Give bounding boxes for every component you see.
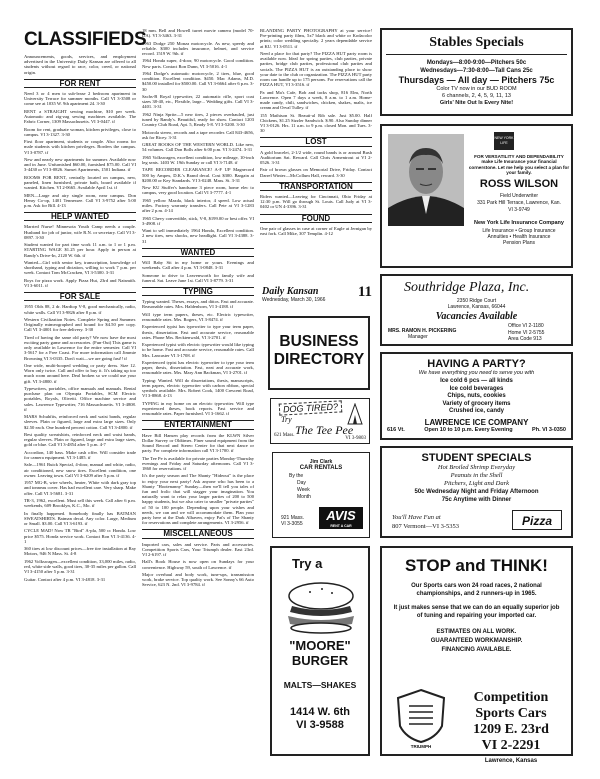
- section-heading-typing: TYPING: [142, 287, 254, 296]
- moore-try: Try a: [292, 556, 323, 571]
- stables-ad: [380, 28, 573, 116]
- avis-logo-text: AVIS: [326, 508, 356, 523]
- ross-tagline: FOR VERSATILITY AND DEPENDABILITY make Life Insurance your financial cornerstone. Let me help you select a plan for your family.: [468, 154, 570, 176]
- southridge-manager-name: MRS. RAMON H. PICKERING: [388, 328, 457, 334]
- specials-item: Peanuts in the Shell: [450, 472, 503, 479]
- specials-fun: You'll Have Fun at: [392, 514, 441, 521]
- specials-item: Pitchers, Light and Dark: [444, 480, 509, 487]
- classified-ad: Experienced typist with electric typewriter would like typing to be home. Fast and accurate service, reasonable rates. Call Mrs. Lancaster VI 3-1708. tf: [142, 342, 254, 358]
- classified-ad: 155 Mathison St. Beauti-al Rib sale. Just $5.00. Half Chickens, $1.25 Sizzler Sandwich. $.90. Also Sunday dinner VI 3-0126. Hrs. 11 a.m. to 9 p.m. closed Mon. and Tues. 3-30: [260, 112, 372, 134]
- business-directory-box: [268, 316, 370, 390]
- party-item: Chips, nuts, cookies: [447, 393, 506, 399]
- ross-title: Field Underwriter: [499, 193, 539, 199]
- lost-list: [260, 150, 372, 178]
- classified-ad: BLANDING PARTY PHOTOGRAPHY at your service! Pre-printing party films, 5x7 black and white or Kodacolor prints; color wedding specialty. 2 years dependable service at KU. VI 3-0511. tf: [260, 28, 372, 49]
- classified-ad: 1965 Volkswagen, excellent condition, low mileage, 10-inch leg seats. 1403 W. 19th Sunday or call VI 3-7148. tf: [142, 154, 254, 165]
- southridge-manager-title: Manager: [408, 334, 428, 340]
- classified-ad: Will Baby Sit in my home or yours. Evenings and weekends. Call after 4 p.m. VI 3-0848. 3-31: [142, 259, 254, 271]
- classified-ad: Sachs-B Royal typewriter, 22 automatic rifle, sport coat sizes 38-40, etc., Flexible, large... Wedding gifts. Call VI 3-4401. 3-31: [142, 93, 254, 110]
- intro-text: [24, 54, 136, 584]
- ross-products-line-2: Annuities • Health Insurance: [487, 234, 551, 240]
- ross-products-line-3: Pension Plans: [503, 240, 535, 246]
- lawrence-ice-company-ad: [380, 352, 573, 440]
- stables-title: Stables Specials: [429, 35, 524, 50]
- section-heading-miscellaneous: MISCELLANEOUS: [142, 529, 254, 538]
- specials-line-2: 75c Anytime with Dinner: [441, 497, 512, 503]
- party-hours: Open 10 to 10 p.m. Every Evening: [424, 426, 513, 433]
- stop-name-line-2: Sports Cars: [475, 706, 547, 721]
- section-heading-help-wanted: HELP WANTED: [24, 212, 136, 221]
- classified-ad: Wanted—Girl with senior key, transcription, knowledge of shorthand, typing and dictation, willing to work 7 p.m. per week. Contact Tom McCracken, VI 3-5300. 3-31: [24, 260, 136, 276]
- help-wanted-list: [24, 224, 136, 288]
- avis-logo: [319, 507, 363, 529]
- transportation-list: [260, 194, 372, 210]
- classified-ad: Will type term papers, theses, etc. Electric typewriter, reasonable rates. Mrs. Rogers, VI 3-8474. tf: [142, 311, 254, 322]
- ross-name: ROSS WILSON: [479, 178, 559, 190]
- for-sale-continued-list: [142, 28, 254, 244]
- southridge-city: Lawrence, Kansas, 66044: [447, 304, 506, 310]
- moore-address: 1414 W. 6th: [290, 706, 350, 718]
- page-title: CLASSIFIEDS: [24, 29, 147, 50]
- avis-logo-sub: RENT A CAR: [330, 524, 352, 528]
- ross-phone: VI 3-9749: [508, 207, 530, 213]
- business-directory-line-2: DIRECTORY: [273, 351, 365, 368]
- party-footer: [382, 427, 571, 433]
- man-portrait-icon: [388, 134, 464, 226]
- classified-ad: Accordion, 140 bass. Make cash offer. Will consider trade for camera equipment. VI 3-1485. tf: [24, 449, 136, 460]
- classified-ad: Experienced typist has typewriter to type your term paper, thesis, dissertation. Fast and accurate service, reasonable rates. Phone Mrs. Recktenwald, VI 3-2701. tf: [142, 324, 254, 340]
- stop-dealer-name: [452, 690, 570, 754]
- page-number: 11: [357, 284, 372, 300]
- found-list: [260, 226, 372, 236]
- moore-name-1: "MOORE": [289, 638, 351, 653]
- classified-ad: MEN—Large and airy single room, near campus. Don Henry Co-op, 1401 Tennessee. Call VI 3-9752 after 5:00 p.m. Ask for Bill. 4-13: [24, 192, 136, 208]
- moore-burger-ad: [270, 546, 370, 756]
- classified-ad: 1965 Chevy convertible, stick, V-8, $199.00 or best offer. VI 3-4908. tf: [142, 215, 254, 226]
- tepee-icon: [347, 403, 363, 425]
- issue-date: Wednesday, March 30, 1966: [262, 297, 326, 303]
- stables-monday: Mondays—8:00-9:00—Pitchers 50c: [426, 60, 527, 66]
- section-heading-lost: LOST: [260, 137, 372, 146]
- ross-wilson-ad: [380, 124, 573, 268]
- section-heading-wanted: WANTED: [142, 248, 254, 257]
- southridge-office-phone: VI 2-1180: [522, 323, 544, 329]
- folio: [262, 286, 372, 310]
- avis-period-week: Week: [297, 487, 310, 493]
- avis-phone: VI 3-3055: [281, 521, 303, 527]
- classified-ad: TR-3, 1962, excellent. Must sell this week. Call after 6 p.m. weekends, 609 Brooklyn, K.C., Mo. tf: [24, 497, 136, 509]
- intro-paragraph: Announcements, goods, services, and employment advertised in the University Daily Kansan are offered to all students without regard to race, color, creed, or national origin.: [24, 54, 136, 75]
- specials-line-1: 50c Wednesday Night and Friday Afternoon: [414, 489, 539, 495]
- classified-ad: 1962 Volkswagen—excellent condition, 33,000 miles, radio, red, white side walls, good tires, 30-35 miles per gallon. Call VI 3-4150 after 5 p.m. 3-31: [24, 558, 136, 575]
- stables-girls-nite: Girls' Nite Out Is Every Nite!: [439, 100, 514, 106]
- party-item: Ice cold 6 pcs — all kinds: [440, 378, 513, 384]
- stop-address: 1209 E. 23rd: [473, 722, 549, 737]
- stables-thursday: Thursdays — All day — Pitchers 75c: [398, 75, 555, 85]
- classified-ad: TAPE RECORDER CLEARANCE! A-F UP Magnecord 500 by Ampex, D.K.'s Brand decal. Cost $300. Bargain at $200.00 or Key Standards. VI 3-0248. Mass. St. 3-31: [142, 167, 254, 183]
- classified-ad: In finally happened. Somebody finally has BATMAN SWEATSHIRTS. Batman decal. Any color. Large, Medium or Small. $3.00. Call VI 3-6193. tf: [24, 510, 136, 526]
- classified-ad: Imported cars, sales and service. Parts and accessories. Competition Sports Cars, Your Triumph dealer. East 23rd. VI 2-6197. tf: [142, 541, 254, 557]
- miscellaneous-list: [142, 542, 254, 588]
- stables-wednesday: Wednesdays—7:30-8:00—Tall Cans 25c: [420, 68, 533, 74]
- classified-ad: Room for rent, graduate woman, kitchen privileges, close to campus. VI 3-1327. 3-30: [24, 126, 136, 137]
- classified-ad: Sale—1961 Buick Special, 4-door, manual and white, radio, air conditioned, new snow tires. Excellent condition, one owner. Leaving town. Call VI 3-6209 after 5 p.m. tf: [24, 462, 136, 478]
- classified-ad: A gold bracelet, 2-1/2 wide, round bands is or around Bush Auditorium Sat. Reward. Call Chris Armentrout at VI 2-0526. 3-31: [260, 149, 372, 166]
- stop-name-line-1: Competition: [473, 690, 549, 705]
- party-address: 616 Vt.: [387, 426, 405, 433]
- southridge-phones: [508, 323, 544, 343]
- stop-city: Lawrence, Kansas: [484, 758, 538, 764]
- specials-headline: STUDENT SPECIALS: [421, 452, 532, 464]
- classified-ad: Typewriters, portables, office manuals and manuals. Rental purchase plan on Olympia Portables, SCM Electric portables, Royals, Olivetti. Office machine service and sales. Lawrence Typewriter, 716 Massachusetts. VI 3-4808. tf: [24, 386, 136, 412]
- classified-ad: Someone to drive to Leavenworth for family wife and funeral. Sat. Leave June 1st. Call VI 3-8779. 3-31: [142, 272, 254, 283]
- party-item: Variety of grocery items: [442, 400, 511, 407]
- section-heading-found: FOUND: [260, 214, 372, 223]
- stop-headline: STOP and THINK!: [405, 556, 548, 575]
- southridge-area-code: Area Code 913: [508, 336, 542, 342]
- classified-ad: 1964 Honda super, 4-door, 90 motorcycle. Good condition. New parts. Contact Ron Dunn, VI 3-5016. 4-1: [142, 58, 254, 69]
- classified-ad: Student wanted for part time work 11 a.m. to 1 or 1 p.m. STARTING WAGE $1.25 per hour. Apply in person at Randy's Drive-In, 2120 W. 6th. tf: [24, 242, 136, 258]
- avis-contact: [281, 515, 304, 527]
- classified-ad: Hall's Book House is now open on Sundays for your convenience. Highway 59, south of Lawrence. tf: [142, 559, 254, 570]
- classified-ad: ROOMS FOR RENT, centrally located on campus, new, paneled, linen furnished, private bath, board available if wanted. Kitchen. VI 2-0665. Available April 1st. tf: [24, 174, 136, 191]
- classified-ad: New KU Stuffer's handsome 3 piece room, home elec to campus, very good location. Call VI 3-7777. 4-1: [142, 185, 254, 196]
- party-store-name: LAWRENCE ICE COMPANY: [424, 417, 529, 427]
- classified-ad: One pair of glasses in case at corner of Eagle at Jernigan by east fork. Call Mike, 307 Templin. 4-12: [260, 225, 372, 237]
- section-heading-transportation: TRANSPORTATION: [260, 182, 372, 191]
- hamburger-illustration-icon: [280, 578, 362, 634]
- classified-ad: Married Nurse! Minnesota Youth Camp needs a couple. Husband for job of junior, wife R.N. or secretary. Call VI 3-0897. 3-30: [24, 224, 136, 240]
- southridge-plaza-ad: [380, 274, 573, 346]
- avis-dealer-name: Jim Clark: [309, 459, 333, 465]
- classified-ad: 1957 MG-B, wire wheels, heater, White with dark gray top and tonneau cover. Has had excellent care. Very sharp. Make offer. Call VI 3-5681. 3-31: [24, 480, 136, 496]
- tee-pee-address: 621 Mass.: [274, 433, 295, 438]
- ross-company: New York Life Insurance Company: [474, 220, 564, 226]
- party-phone: Ph. VI 3-0350: [532, 426, 566, 433]
- classified-ad: Typing wanted. Theses, essays, and dittos. Fast and accurate. Reasonable rates. Mrs. Haldenhorn, VI 3-4188. tf: [142, 299, 254, 310]
- stop-paragraph-1: Our Sports cars won 24 road races, 2 national championships, and 2 runners-up in 1965.: [411, 583, 542, 597]
- ross-products-line-1: Life Insurance • Group Insurance: [482, 228, 556, 234]
- stop-guarantee-line: ESTIMATES ON ALL WORK.: [436, 629, 517, 635]
- classified-ad: Want to sell immediately 1964 Honda, Excellent condition. 2 new tires, new shocks, new headlight. Call VI 3-4388. 3-31: [142, 228, 254, 244]
- pizza-hut-logo: Pizza: [512, 510, 562, 530]
- classified-ad: 1955 Olds 88, 2 dr. Hardtop V-8, good mechanically, radio, white walls. Call VI 3-9826 after 8 p.m. tf: [24, 304, 136, 315]
- section-heading-entertainment: ENTERTAINMENT: [142, 420, 254, 429]
- classified-ad: 360 tires at low discount prices—free tire installation at Ray Motors, 946 N Mass. St. 4-8: [24, 546, 136, 557]
- column-3-ads: [260, 28, 372, 133]
- classified-ad: TYPING in my home on an electric typewriter. Will type experienced theses, book reports. Fast service and reasonable rates. Paper furnished. VI 3-1662. tf: [142, 400, 254, 417]
- classified-ad: New and nearly new apartments for summer. Available now and in June. Unfurnished $60.00, furnished $75.00. Call VI 3-4430 or VI 3-0826. Sunset Apartments, 1501 Indiana. tf: [24, 157, 136, 173]
- southridge-address: 2350 Ridge Court: [456, 298, 497, 304]
- classified-ad: Best quality sweatshirts, reinforced neck and waist bands, regular sleeves. Plain or figured, large and extra large sizes, gold or blue. Call VI 3-4854 after 5 p.m. 4-7: [24, 432, 136, 448]
- newspaper-name: Daily Kansan: [262, 286, 319, 297]
- classified-ad: 1964 Dodge's automatic motorcycle, 2 tires, blue, good condition. Excellent condition. $450. Mac Adams, M.D. $450.00 installed for $500.00. Call VI 3-6664 after 6 p.m. 3-30: [142, 70, 254, 92]
- avis-by-the: By the: [289, 473, 304, 479]
- avis-period-month: Month: [297, 494, 311, 500]
- stop-guarantees-list: [382, 628, 571, 655]
- classified-ad: Pa and Ma's Cafe, Bob and tacks shop, 816 Elm, North Lawrence. Open 7 days a week, 8 a.m. to 1 a.m. Home-made candy, chili, sandwiches, chicken, shakes, malts, ice cream and Orval Tulley. tf: [260, 89, 372, 111]
- avis-ad: [272, 452, 370, 538]
- ross-products: [468, 228, 570, 246]
- for-sale-list: [24, 304, 136, 581]
- classified-ad: MARS Schuhfits, reinforced neck and waist bands, regular sleeves. Plain or figured, large and extra large sizes. Only $2.50 each. One hundred percent cotton. Call VI 3-4800. tf: [24, 414, 136, 430]
- classified-ad: Major overhaul and body work, tune-ups, transmission work, brake service. Top quality work. See Sonny's 66 Auto Service, 623 N. 2nd. VI 3-9784. tf: [142, 571, 254, 588]
- moore-phone: VI 3-9588: [296, 719, 344, 731]
- classified-ad: The Tee Pe is available for private parties Monday-Thursday evenings and Friday and Saturday afternoons. Call VI 3-1860 for reservations. tf: [142, 455, 254, 471]
- classified-ad: One wide, multi-hooped wedding or party dress. Size 12. Worn only twice. Call and offer to buy it. It's taking up too much room around here. Deal broken so we could use your gift. VI 3-4800. tf: [24, 363, 136, 384]
- classified-ad: Motorola stereo, records and a tape recorder. Call 843-4656, ask for Ricey. 3-31: [142, 129, 254, 140]
- classified-ad: 1963 Dodge 250 Monza motorcycle. As new, speedy and reliable. $300 includes insurance, helmet, and service record. 1519 W. 9th. tf: [142, 40, 254, 56]
- party-subline: We have everything you need to serve you with: [418, 370, 535, 376]
- entertainment-list: [142, 433, 254, 526]
- wanted-list: [142, 260, 254, 283]
- section-heading-for-sale: FOR SALE: [24, 292, 136, 301]
- moore-tagline: MALTS—SHAKES: [283, 680, 357, 690]
- party-items-list: [382, 378, 571, 416]
- column-2: [142, 28, 254, 756]
- column-1: [24, 29, 147, 752]
- pizza-student-specials-ad: [380, 446, 573, 538]
- tee-pee-phone: VI 3-9803: [345, 436, 366, 441]
- classified-ad: 18 mm. Bell and Howell turret movie camera (model 70-DA). VI 3-3463. 3-31: [142, 28, 254, 39]
- typing-list: [142, 299, 254, 416]
- classified-ad: GREAT BOOKS OF THE WESTERN WORLD. Like new, 54 volumes. Call Don Bolls after 6:00 p.m. VI 3-2474. 3-31: [142, 142, 254, 153]
- tee-pee-ad: [270, 398, 370, 444]
- stables-color-tv: Color TV now in our BUD ROOM: [436, 86, 517, 92]
- classified-ad: Need 3 or 4 men to sub-lease 2 bedroom apartment in University Terrace for summer months. Call VI 3-3508 or come see at 1035 W. 9th apartment 24. 3-30: [24, 91, 136, 107]
- classified-ad: Typing: Wanted. Will do dissertations, thesis, manuscripts, term papers, electric typewriter with carbon ribbon, special symbols available. Mrs. Robert Cook, 1400 Crescent Road, VI 3-8868. 4-13: [142, 377, 254, 399]
- southridge-office-label: Office: [508, 323, 521, 329]
- portrait-photo: [388, 134, 464, 226]
- southridge-home-phone: VI 2-5755: [522, 329, 545, 336]
- classified-ad: 1962 Ninja Sprite—5 new tires, 2 pieces overhauled, just tuned by Randy's. Beautiful, ready for show. Contact 1203 Country Club Road, Apt. 5, Ready 5-8. VI 3-5200. 3-30: [142, 111, 254, 128]
- stop-phone: VI 2-2291: [481, 738, 541, 753]
- classified-ad: Tired of having the same old party? We now have the most exciting party game and accessories. (Fun-Out) This game is only available in Lawrence for the entire semester. Call VI 3-5617 for a Free Coast. For more information call Jimmie Browning VI 3-0335. Don't wait—we are going fast!! tf: [24, 334, 136, 361]
- classified-ad: It's the party season and The Shanty "Hideout" is the place to enjoy your next party! Ask anyone who has been to a Shanty "Hootenanny" Sunday—then we'll tell you tales of fun and frolic that will stagger your imagination. You naturally want to relax your larger parties of 200 to 500 happy students, but we also cater to smaller "private parties" of 50 to 100 people. Depending upon your wishes and needs, we can and we will accommodate them. Plan your party here at the Dark Alhaven, enjoy Pat's of The Shanty for reservations and complete arrangements. VI 3-2956. tf: [142, 473, 254, 526]
- business-directory-line-1: BUSINESS: [279, 333, 359, 350]
- southridge-name: Southridge Plaza, Inc.: [404, 280, 530, 295]
- avis-headline: CAR RENTALS: [299, 465, 343, 471]
- classified-ad: Guitar. Contact after 4 p.m. VI 3-4818. 3-31: [24, 576, 106, 582]
- tee-pee-headline: DOG TIRED?: [279, 400, 343, 415]
- stop-guarantee-line: FINANCING AVAILABLE.: [441, 647, 512, 653]
- stop-paragraph-2: It just makes sense that we can do an equally superior job of tuning and repairing your imported car.: [393, 605, 560, 619]
- stop-guarantee-line: GUARANTEED WORKMANSHIP.: [430, 638, 523, 644]
- party-item: Ice cold beverages: [449, 385, 504, 392]
- column-3-classifieds: [260, 28, 372, 300]
- classified-ad: Experienced typist has electric typewriter to type your term paper, thesis, dissertation. Fast, neat and accurate work, reasonable rates. Mrs. Mary Ann Backman, VI 3-2701. tf: [142, 359, 254, 376]
- classified-ad: Boys for pizza work. Apply Pizza Hut, 23rd and Naismith. VI 3-6011. tf: [24, 277, 136, 288]
- classified-ad: Western Civilization Notes. Complete Spring and Summer. Originally mimeographed and bound for $4.50 per copy. Call VI 3-4001 for free delivery. 3-30: [24, 317, 136, 333]
- tee-pee-name: The Tee Pee: [295, 423, 354, 437]
- tee-pee-try: Try: [281, 415, 292, 424]
- avis-address: 921 Mass.: [281, 515, 305, 521]
- section-heading-for-rent: FOR RENT: [24, 79, 136, 88]
- triumph-logo-text: TRIUMPH: [410, 744, 432, 749]
- ross-address: 331 Park Hill Terrace, Lawrence, Kan.: [477, 200, 561, 206]
- classified-ad: 1965 yellow Mazda, black interior, 4 speed. Low actual miles. Factory warranty transfers. Call Pete at VI 3-1283 after 2 p.m. 4-14: [142, 197, 254, 214]
- classified-ad: RENT a STRAIGHT sewing machine, $10 per week. Automatic and zig-zag sewing machines available. The Fabric Corner, 1309 Massachusetts. VI 3-0447. tf: [24, 108, 136, 125]
- southridge-home-label: Home: [508, 329, 522, 336]
- southridge-headline: Vacancies Available: [435, 311, 518, 322]
- specials-item: Hot Broiled Shrimp Everyday: [437, 464, 516, 471]
- triumph-crest-icon: [396, 688, 446, 744]
- specials-items-list: [382, 464, 571, 488]
- stables-channels: 6 channels, 2, 4, 5, 9, 11, 13: [441, 93, 511, 99]
- classified-ad: CYCLE MAD! Now TR "Bird" A-pla, 500 cc Honda. Low price $575. Honda service work. Contact Ron VI 3-4136. 4-1: [24, 528, 136, 544]
- classified-ad: Have Bill Hansen play records from the KLWN Silver Dollar Survey or Oldtimes. Finer sound equipment from the Sound Record and Stereo Center for that next dance or party. For complete information call VI 3-1700. tf: [142, 432, 254, 454]
- avis-periods: [297, 480, 311, 501]
- classified-ad: First floor apartment, students or couple. Also rooms for male students with kitchen privileges. Borders the campus. VI 3-0787. tf: [24, 139, 136, 155]
- party-item: Crushed ice, candy: [448, 408, 505, 414]
- avis-period-day: Day: [297, 480, 306, 486]
- classified-ad: Need a place for that party? The PIZZA HUT party room is available now. Ideal for spring parties, club parties, private parties, bridge club parties, professional club parties and socials. The PIZZA HUT is an outstanding place to show your date to the club or organization. The PIZZA HUT party room can handle up to 175 persons. For reservations call the PIZZA HUT, VI 3-3516. tf: [260, 51, 372, 88]
- classified-ad: Riders wanted—Leaving for Cincinnati, Ohio Friday at 12:30 p.m. Will go through St. Louis. Call Judy at VI 3-0402 or UN 4-3396. 3-31: [260, 194, 372, 210]
- for-rent-list: [24, 91, 136, 208]
- classified-ad: Pair of brown glasses on Memorial Drive, Friday. Contact Darrel Winter—McCollum Hall, reward. 3-30: [260, 167, 372, 178]
- specials-place: 807 Vermont—VI 3-5353: [392, 523, 460, 530]
- competition-sports-cars-ad: [380, 546, 573, 764]
- party-headline: HAVING A PARTY?: [427, 358, 526, 370]
- new-york-life-logo: NEW YORK LIFE: [494, 132, 514, 150]
- moore-name-2: BURGER: [291, 653, 349, 668]
